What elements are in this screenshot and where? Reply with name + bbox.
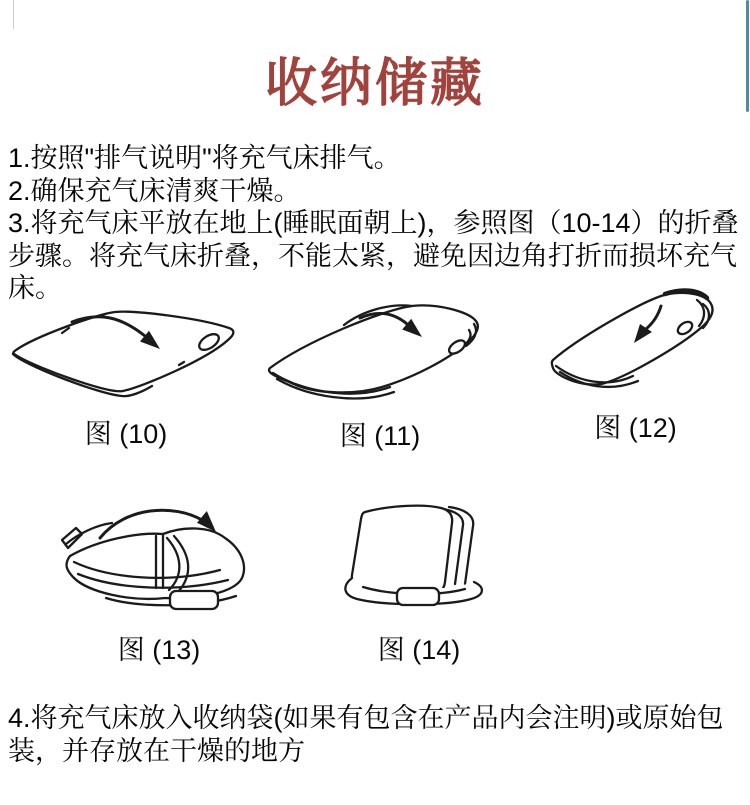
figure-10 bbox=[2, 286, 250, 451]
strap-icon bbox=[170, 591, 218, 609]
figure-11-label: 图 (11) bbox=[339, 421, 421, 451]
instruction-step-2: 2.确保充气床清爽干燥。 bbox=[8, 175, 301, 206]
strap-icon bbox=[397, 588, 439, 605]
figure-10-label: 图 (10) bbox=[84, 419, 168, 449]
bundle-rolling-illustration bbox=[48, 496, 270, 622]
instruction-step-4: 4.将充气床放入收纳袋(如果有包含在产品内会注明)或原始包装，并存放在干燥的地方 bbox=[8, 703, 724, 766]
bundle-final-illustration bbox=[333, 492, 505, 622]
top-left-divider bbox=[13, 0, 14, 29]
instruction-step-1: 1.按照"排气说明"将充气床排气。 bbox=[8, 143, 401, 173]
mattress-flat-illustration bbox=[2, 286, 250, 406]
figure-14-label: 图 (14) bbox=[377, 635, 461, 665]
figure-13 bbox=[48, 496, 270, 667]
instruction-steps-1-3 bbox=[8, 142, 745, 305]
figure-11 bbox=[260, 288, 500, 453]
mattress-folded-strip-illustration bbox=[541, 282, 731, 400]
figure-12 bbox=[533, 282, 738, 445]
figure-13-label: 图 (13) bbox=[117, 635, 201, 665]
figure-14 bbox=[333, 492, 505, 667]
page-title: 收纳储藏 bbox=[264, 54, 485, 113]
mattress-folded-once-illustration bbox=[260, 288, 500, 408]
instruction-step-3: 3.将充气床平放在地上(睡眠面朝上)，参照图（10-14）的折叠步骤。将充气床折叠，不能太紧，避免因边角打折而损坏充气床。 bbox=[8, 208, 739, 303]
figure-12-label: 图 (12) bbox=[594, 413, 677, 443]
